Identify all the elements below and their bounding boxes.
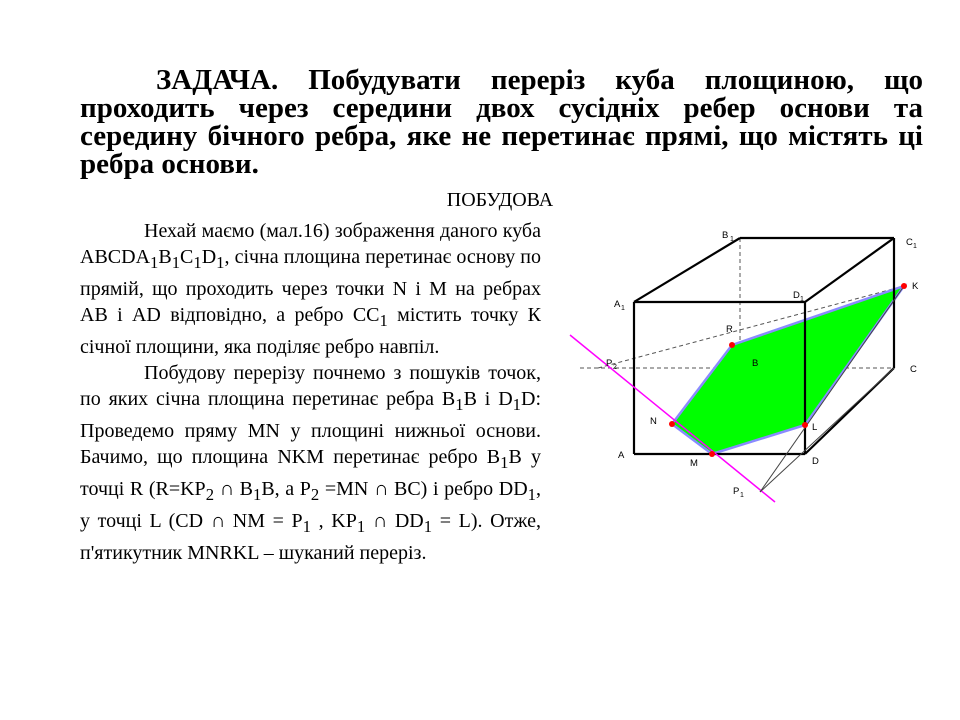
point-n [669,421,675,427]
label-a: A [618,450,625,461]
label-a1: A [614,299,621,310]
label-k: K [912,281,919,292]
point-l [802,422,808,428]
label-m: M [690,458,698,469]
cube-section-figure [560,215,940,515]
point-r [729,342,735,348]
label-p2: P [606,358,613,369]
paragraph-2: Побудову перерізу почнемо з пошуків точок, по яких січна площина перетинає ребра $B_1B$ і $D_1D$: Проведемо пряму MN у площині нижньої основи. Бачимо, що площина NKM перетинає ребро $B_1B$ у точці R ($R=KP_2$ ∩ $B_1B$, а $P_2 =MN$ ∩ BC) і ребро $DD_1$, у точці L (CD ∩ NM = $P_1$ , $KP_1$ ∩ $DD_1 = L$). Отже, п'ятикутник MNRKL – шуканий переріз. [80,362,542,564]
point-m [709,451,715,457]
point-k [901,283,907,289]
paragraph-1: Нехай маємо (мал.16) зображення даного куба $ABCDA_1B_1C_1D_1$, січна площина перетинає основу по прямій, що проходить через точки N і M на ребрах AB і AD відповідно, а ребро $CC_1$ містить точку К січної площини, яка поділяє ребро навпіл. [80,220,542,358]
svg-text:1: 1 [800,296,804,303]
svg-text:1: 1 [730,236,734,243]
label-b: B [752,358,759,369]
label-c: C [910,364,917,375]
problem-title: ЗАДАЧА. Побудувати переріз куба площиною, що проходить через середини двох сусідніх ребер основи та середину бічного ребра, яке не перетинає прямі, що містять ці ребра основи. [80,64,923,180]
label-d1: D [793,290,800,301]
svg-text:1: 1 [621,305,625,312]
label-d: D [812,456,819,467]
label-r: R [726,324,733,335]
label-b1: B [722,230,729,241]
label-p1: P [733,486,740,497]
label-n: N [650,416,657,427]
section-heading: ПОБУДОВА [446,189,554,211]
svg-text:1: 1 [913,243,917,250]
label-c1: C [906,237,913,248]
section-pentagon [672,286,904,454]
label-l: L [812,422,818,433]
svg-text:1: 1 [740,492,744,499]
svg-text:2: 2 [613,364,617,371]
